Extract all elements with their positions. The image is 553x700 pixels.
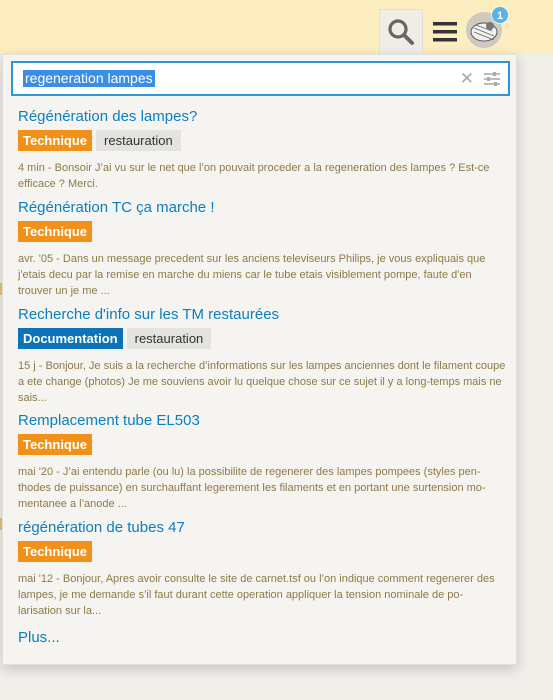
result-tags [18,130,508,152]
tag-restauration[interactable]: restauration [96,130,181,151]
sliders-icon [484,72,500,86]
result-blurb[interactable]: 4 min - Bonsoir J’ai vu sur le net que l’on pouvait proceder a la regeneration des lampes ? Est-ce efficace ? Merci. [18,162,490,190]
search-result [18,306,508,406]
tag-restauration[interactable]: restauration [127,328,212,349]
search-result [18,519,508,619]
tag-technique[interactable]: Technique [18,130,92,151]
notification-badge[interactable]: 1 [491,6,509,24]
search-query-text[interactable]: regeneration lampes [25,70,153,86]
search-toggle-button[interactable] [379,9,423,54]
hamburger-menu-button[interactable] [423,9,467,54]
tag-technique[interactable]: Technique [18,434,92,455]
result-title-link[interactable]: Régénération des lampes? [18,108,198,125]
result-blurb[interactable]: mai '20 - J’ai entendu parle (ou lu) la possibilite de regenerer des lampes pompees (styles pen-thodes de puissance) en surchauffant legerement les filaments et en portant une surtension mo-mentanee a l’anode ... [18,466,486,510]
result-blurb[interactable]: mai '12 - Bonjour, Apres avoir consulte le site de carnet.tsf ou l’on indique comment regenerer des lampes, je me demande s’il faut durant cette operation appliquer la tension nominale de po-larisation sur la... [18,573,495,617]
search-icon [387,18,415,46]
search-dropdown-panel [2,54,517,665]
result-blurb[interactable]: avr. '05 - Dans un message precedent sur les anciens televiseurs Philips, je vous expliquais que j'etais decu par la remise en marche du miens car le tube etais visiblement pompe, faute d'en trouver un je me ... [18,253,486,297]
more-results-link[interactable]: Plus... [18,629,60,646]
tag-documentation[interactable]: Documentation [18,328,123,349]
tag-technique[interactable]: Technique [18,221,92,242]
clear-search-button[interactable]: ✕ [459,69,474,88]
search-options-button[interactable] [484,72,500,91]
result-tags [18,221,508,243]
result-title-link[interactable]: Recherche d'info sur les TM restaurées [18,306,280,323]
search-input[interactable] [11,61,510,96]
result-title-link[interactable]: régénération de tubes 47 [18,519,185,536]
result-blurb[interactable]: 15 j - Bonjour, Je suis a la recherche d’informations sur les lampes anciennes dont le filament coupe a ete change (photos) Je me souviens avoir lu quelque chose sur ce sujet il y a long-temps mais ne sais... [18,360,506,404]
result-tags [18,434,508,456]
search-result [18,412,508,512]
result-title-link[interactable]: Régénération TC ça marche ! [18,199,215,216]
search-result [18,199,508,299]
search-result [18,108,508,192]
result-tags [18,541,508,563]
result-title-link[interactable]: Remplacement tube EL503 [18,412,200,429]
site-header [0,0,553,54]
result-tags [18,328,508,350]
tag-technique[interactable]: Technique [18,541,92,562]
hamburger-menu-icon [432,20,458,44]
